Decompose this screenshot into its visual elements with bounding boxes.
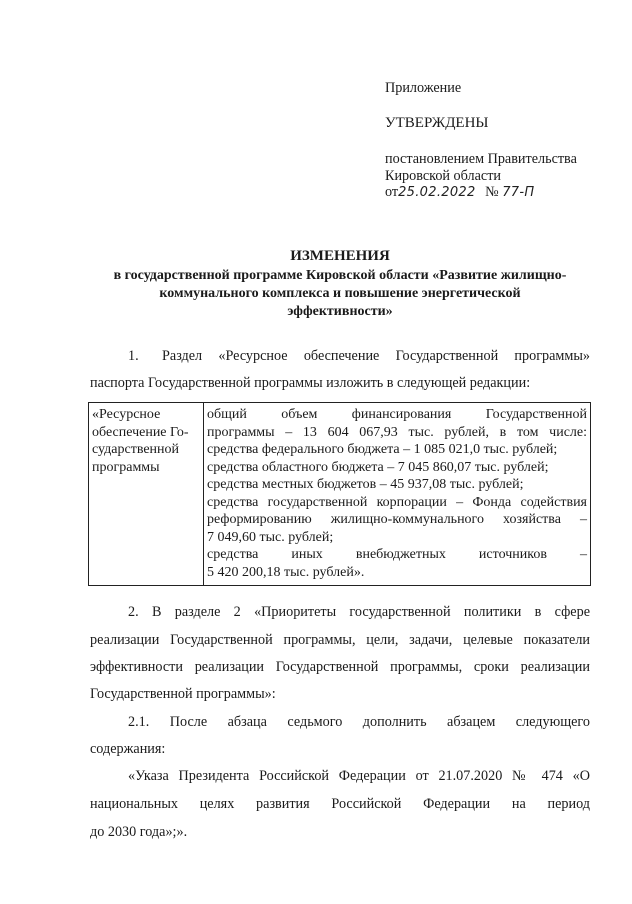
- item-2-1-line-1: 2.1. После абзаца седьмого дополнить абзацем следующего: [128, 714, 590, 730]
- item-1-line-2: паспорта Государственной программы изложить в следующей редакции:: [90, 375, 531, 391]
- value-line: программы – 13 604 067,93 тыс. рублей, в том числе:: [207, 424, 587, 440]
- decree-date-line: [385, 183, 534, 202]
- label-line: обеспечение Го-: [92, 424, 189, 440]
- appendix-label: Приложение: [385, 80, 462, 96]
- value-line: средства местных бюджетов – 45 937,08 тыс. рублей;: [207, 477, 524, 492]
- label-line: «Ресурсное: [92, 407, 161, 422]
- document-heading: ИЗМЕНЕНИЯ: [290, 248, 390, 264]
- resource-table: [88, 402, 591, 586]
- item-2-line-3: эффективности реализации Государственной программы, сроки реализации: [90, 659, 590, 675]
- subtitle-line-2: коммунального комплекса и повышение энергетической: [159, 286, 521, 301]
- document-subtitle: [60, 267, 620, 321]
- decree-line-1: постановлением Правительства: [385, 151, 577, 167]
- number-label: №: [485, 184, 499, 200]
- handwritten-date: 25.02.2022: [398, 185, 476, 200]
- item-1-number: 1.: [128, 348, 139, 364]
- resource-value-cell: [204, 403, 591, 586]
- quote-line-3: до 2030 года»;».: [90, 824, 188, 840]
- approved-label: УТВЕРЖДЕНЫ: [385, 115, 489, 131]
- quote-line-1: «Указа Президента Российской Федерации от 21.07.2020 № 474 «О: [128, 768, 590, 784]
- value-line: средства областного бюджета – 7 045 860,07 тыс. рублей;: [207, 459, 549, 475]
- value-line: средства иных внебюджетных источников –: [207, 547, 587, 562]
- subtitle-line-1: в государственной программе Кировской области «Развитие жилищно-: [113, 268, 567, 283]
- value-line: средства государственной корпорации – Фонда содействия: [207, 494, 587, 510]
- value-line: средства федерального бюджета – 1 085 021,0 тыс. рублей;: [207, 442, 558, 457]
- resource-row: [89, 403, 591, 586]
- value-line: общий объем финансирования Государственной: [207, 407, 587, 422]
- resource-label-cell: [89, 403, 204, 586]
- label-line: программы: [92, 459, 160, 475]
- item-1-line-1: Раздел «Ресурсное обеспечение Государственной программы»: [162, 348, 590, 364]
- item-2-1-line-2: содержания:: [90, 741, 166, 757]
- value-line: реформированию жилищно-коммунального хозяйства –: [207, 512, 587, 527]
- value-line: 5 420 200,18 тыс. рублей».: [207, 564, 365, 580]
- subtitle-line-3: эффективности»: [287, 304, 393, 319]
- item-2-line-1: 2. В разделе 2 «Приоритеты государственной политики в сфере: [128, 604, 590, 620]
- item-2-line-4: Государственной программы»:: [90, 686, 276, 702]
- decree-line-2: Кировской области: [385, 168, 501, 184]
- item-2-line-2: реализации Государственной программы, цели, задачи, целевые показатели: [90, 632, 590, 648]
- date-prefix: от: [385, 184, 399, 200]
- handwritten-number: 77-П: [502, 185, 535, 200]
- label-line: сударственной: [92, 442, 180, 457]
- quote-line-2: национальных целях развития Российской Федерации на период: [90, 796, 590, 812]
- value-line: 7 049,60 тыс. рублей;: [207, 529, 334, 545]
